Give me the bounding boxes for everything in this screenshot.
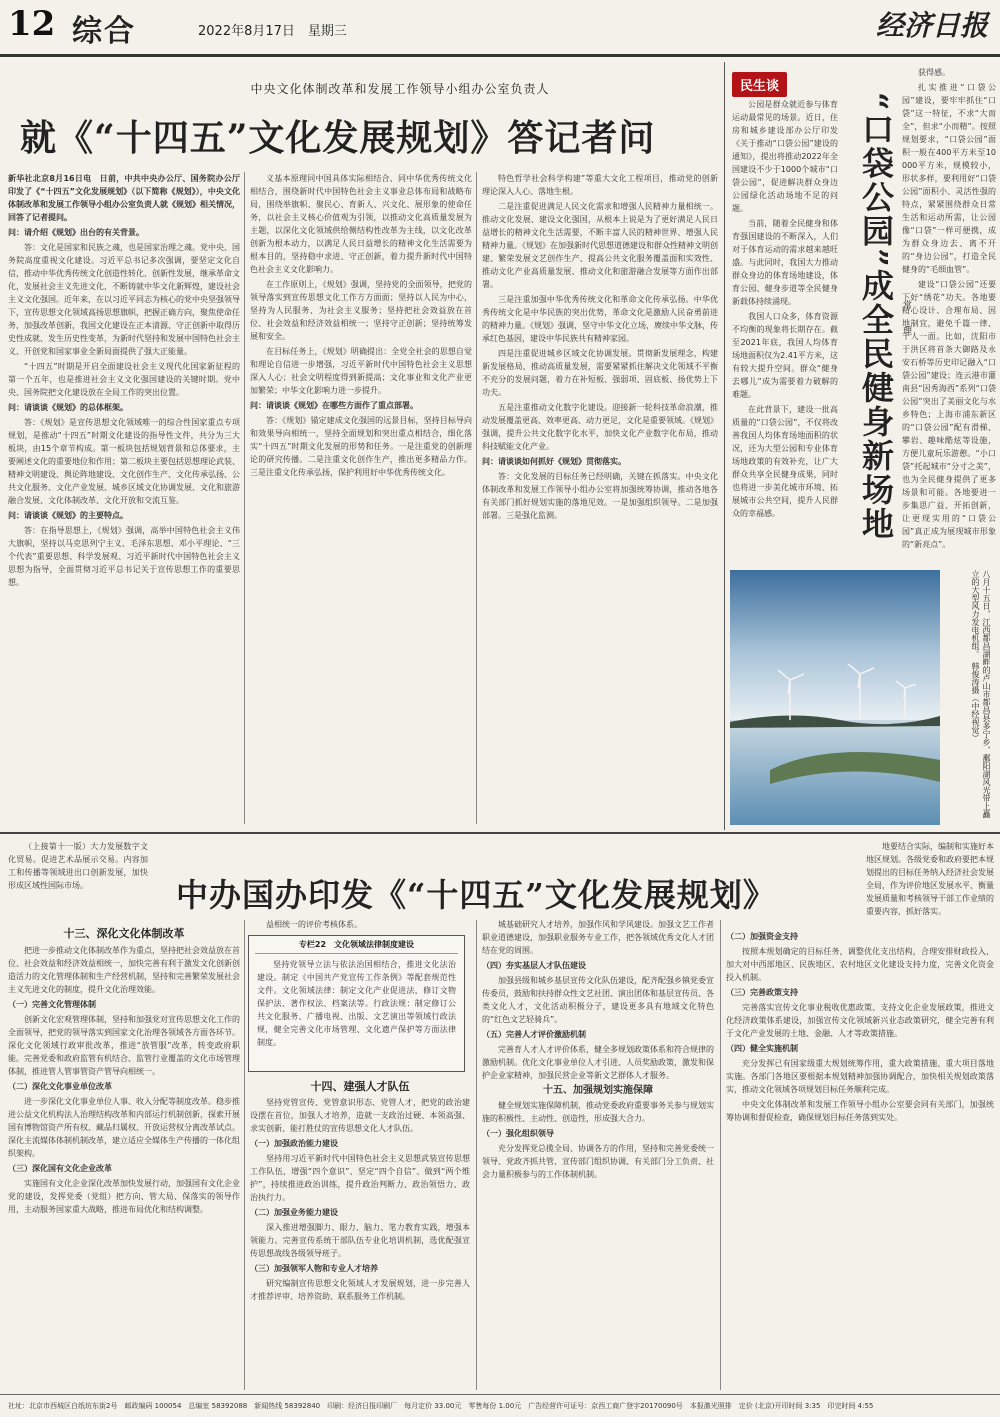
paragraph: 在工作原则上，《规划》强调，坚持党的全面领导，把党的领导落实到宣传思想文化工作方方面面；坚持以人民为中心，坚持为人民服务、为社会主义服务；坚持把社会效益放在首位、社会效益和经济效益相统一；坚持守正创新；坚持统筹发展和安全。	[250, 280, 472, 341]
subheading: （一）强化组织领导	[482, 1129, 554, 1138]
subheading: （二）深化文化事业单位改革	[8, 1082, 112, 1091]
column-divider	[476, 920, 477, 1390]
article2-column-2-lead	[250, 918, 470, 932]
subheading: （一）完善文化管理体制	[8, 1000, 96, 1009]
subheading: （三）完善政策支持	[726, 988, 798, 997]
subheading: （一）加强政治能力建设	[250, 1139, 338, 1148]
section-13-heading: 十三、深化文化体制改革	[63, 927, 185, 940]
question: 问：请谈谈《规划》的主要特点。	[8, 511, 128, 520]
column-divider	[244, 172, 245, 824]
paragraph: 地要结合实际，编制和实施好本地区规划。各级党委和政府要把本规划提出的目标任务纳入经济社会发展全局，作为评价地区发展水平、衡量发展质量和考核领导干部工作业绩的重要内容，抓好落实。	[866, 842, 994, 916]
paragraph: 完善育人才人才评价体系，健全多规划政策体系和符合规律的激励机制。优化文化事业单位人才引进、人员奖励政策，激发和保护企业家精神，加强民营企业等新文艺群体人才服务。	[482, 1045, 714, 1080]
paragraph: 当前，随着全民健身和体育强国建设的不断深入，人们对于体育运动的需求越来越旺盛。与此同时，我国大力推动群众身边的体育场地建设，体育公园、健身步道等全民健身新载体持续涌现。	[732, 219, 838, 306]
article2-headline: 中办国办印发《“十四五”文化发展规划》	[176, 876, 776, 914]
subheading: （四）夯实基层人才队伍建设	[482, 961, 586, 970]
feature-box	[248, 935, 465, 1072]
column-divider	[720, 920, 721, 1390]
paragraph: “十四五”时期是开启全面建设社会主义现代化国家新征程的第一个五年，也是推进社会主义文化强国建设的关键时期。党中央、国务院把文化建设放在全局工作的突出位置。	[8, 362, 240, 397]
paragraph: 创新文化宏观管理体制，坚持和加强党对宣传思想文化工作的全面领导，把党的领导落实到国家文化治理各领域各方面各环节。深化文化领域行政审批改革，推进“放管服”改革，转变政府职能。完善党委和政府监管有机结合、监管行业覆盖的文化市场管理体制，推进管人管事管资产管导向相统一。	[8, 1015, 240, 1076]
article1-headline: 就《“十四五”文化发展规划》答记者问	[20, 117, 656, 159]
feature-box-body	[249, 954, 464, 1072]
paragraph: 在此背景下，建设一批高质量的“口袋公园”，不仅将改善我国人均体育场地面积的状况，还为大型公园和专业体育场地政策的有效补充，让广大群众共享全民健身成果，同时也将进一步美化城市环境、拓展城市公共空间，提升人民群众的幸福感。	[732, 405, 838, 518]
paragraph: 扎实推进“口袋公园”建设，要牢牢抓住“口袋”这一特征，不求“大而全”，但求“小而精”。按照规划要求，“口袋公园”面积一般在400平方米至10000平方米，规模较小，形状多样，要利用好“口袋公园”面积小、灵活性强的特点，紧紧围绕群众日常生活和运动所需，让公园像“口袋”一样可便携，成为群众身边去、离不开的“身边公园”，打造全民健身的“毛细血管”。	[902, 83, 996, 274]
article2-column-2	[250, 1096, 470, 1390]
section-14-heading: 十四、建强人才队伍	[310, 1080, 410, 1093]
paragraph: 实施国有文化企业深化改革加快发展行动，加强国有文化企业党的建设，发挥党委（党组）把方向、管大局、保落实的领导作用，主动服务国家重大战略，推进布局优化和结构调整。	[8, 1179, 240, 1214]
section-divider	[0, 832, 1000, 834]
paragraph: 获得感。	[918, 68, 950, 77]
article2-column-3	[482, 918, 714, 1390]
article2-column-4	[726, 930, 994, 1390]
column-divider	[476, 172, 477, 824]
footer-imprint: 社址：北京市西城区白纸坊东街2号 邮政编码 100054 总编室 58392088 新闻热线 58392840 印刷：经济日报印刷厂 每月定价 33.00元 零售每份 1.00元 广告经营许可证号：京西工商广登字20170090号 本报激光照排 定价 (北京)开印时间 3:35 印完时间 4:55	[8, 1402, 874, 1410]
paragraph: 按照本规划确定的目标任务，调整优化支出结构，合理安排财政投入，加大对中西部地区、民族地区、农村地区文化建设支持力度，完善文化资金投入机制。	[726, 947, 994, 982]
subheading: （二）加强业务能力建设	[250, 1208, 338, 1217]
paragraph: 充分发挥党总揽全局、协调各方的作用，坚持和完善党委统一领导、党政齐抓共管、宣传部门组织协调、有关部门分工负责、社会力量积极参与的工作体制机制。	[482, 1144, 714, 1179]
footer-rule	[0, 1394, 1000, 1395]
photo-caption: 八月十五日，江西都昌湖畔的卢山市都昌县多宁乡，鄱阳湖风光带上矗立的大型风力发电机组。 韩俊涛摄（中经视觉）	[971, 570, 991, 818]
question: 问：请谈谈《规划》在哪些方面作了重点部署。	[250, 401, 418, 410]
paragraph: 答：《规划》锚定建成文化强国的远景目标，坚持目标导向和效果导向相统一，坚持全面规划和突出重点相结合，细化落实“十四五”时期文化发展的形势和任务。一是注重党的创新理论的研究传播。二是注重文化创作生产，推出更多精品力作。三是注重文化传承弘扬，保护利用好中华优秀传统文化。	[250, 416, 472, 477]
question: 问：请谈谈《规划》的总体框架。	[8, 403, 128, 412]
subheading: （五）完善人才评价激励机制	[482, 1030, 586, 1039]
masthead	[0, 0, 1000, 56]
paragraph: 答：文化发展的目标任务已经明确，关键在抓落实。中央文化体制改革和发展工作领导小组办公室将加强统筹协调，推动各地各有关部门抓好规划实施的落地见效。一是加强组织领导。二是加强部署。三是强化监测。	[482, 472, 718, 520]
subheading: （三）深化国有文化企业改革	[8, 1164, 112, 1173]
paragraph: 公园是群众就近参与体育运动最常见的场景。近日，住房和城乡建设部办公厅印发《关于推动“口袋公园”建设的通知》，提出将推动2022年全国建设不少于1000个城市“口袋公园”，促进解决群众身边公园绿化活动场地不足的问题。	[732, 100, 838, 213]
paragraph: 四是注重促进城乡区域文化协调发展。贯彻新发展理念，构建新发展格局，推动高质量发展，需要紧紧抓住解决文化领域不平衡不充分的发展问题，着力在补短板、强弱项、固底板、扬优势上下功夫。	[482, 349, 718, 397]
photo-illustration	[730, 570, 940, 825]
article2-column-1	[8, 944, 240, 1390]
paragraph: 研究编制宣传思想文化领域人才发展规划，进一步完善人才推荐评审、培养资助、联系服务工作机制。	[250, 1279, 470, 1301]
paragraph: 答：在指导思想上，《规划》强调，高举中国特色社会主义伟大旗帜，坚持以马克思列宁主义、毛泽东思想、邓小平理论、“三个代表”重要思想、科学发展观、习近平新时代中国特色社会主义思想为指导，全面贯彻习近平总书记关于宣传思想工作的重要思想。	[8, 526, 240, 587]
paragraph: 二是注重促进满足人民文化需求和增强人民精神力量相统一。推动文化发展、建设文化强国，从根本上说是为了更好满足人民日益增长的精神文化生活需要，不断丰富人民的精神世界、增强人民精神力量。《规划》在加强新时代思想道德建设和群众性精神文明创建、繁荣发展文艺创作生产、提高公共文化服务覆盖面和实效性、推动文化产业高质量发展、推动文化和旅游融合发展等方面作出部署。	[482, 202, 718, 289]
sidebar-column-1	[732, 98, 838, 548]
column-divider	[244, 920, 245, 1390]
article2-right-top	[866, 840, 994, 928]
sidebar-author: 常 理	[901, 300, 911, 339]
subheading: （四）健全实施机制	[726, 1044, 798, 1053]
paragraph: 义基本原理同中国具体实际相结合、同中华优秀传统文化相结合，围绕新时代中国特色社会主义事业总体布局和战略布局，围绕举旗帜、聚民心、育新人、兴文化、展形象的使命任务，以社会主义核心价值观为引领，以推动文化高质量发展为主题，以深化文化领域供给侧结构性改革为主线，以文化改革创新为根本动力，以满足人民日益增长的精神文化生活需要为根本目的，坚持稳中求进、守正创新，着力提升新时代中国特色社会主义文化影响力。	[250, 174, 472, 274]
paragraph: 中央文化体制改革和发展工作领导小组办公室要会同有关部门，加强统筹协调和督促检查，确保规划目标任务落到实处。	[726, 1100, 994, 1122]
question: 问：请谈谈如何抓好《规划》贯彻落实。	[482, 457, 626, 466]
subheading: （三）加强领军人物和专业人才培养	[250, 1264, 378, 1273]
page-number: 12	[8, 4, 56, 44]
article1-column-1	[8, 172, 240, 824]
paragraph: 把进一步推动文化体制改革作为重点，坚持把社会效益放在首位、社会效益和经济效益相统一，加快完善有利于激发文化创新创造活力的文化管理体制和生产经营机制，坚持和完善繁荣发展社会主义先进文化的制度，提升文化治理效能。	[8, 946, 240, 994]
paragraph: 坚持党领导立法与依法治国相结合，推进文化法治建设。制定《中国共产党宣传工作条例》等配套规范性文件。文化领域法律：制定文化产业促进法，修订文物保护法、著作权法、档案法等。行政法规：制定修订公共文化服务、广播电视、出版、文艺演出等领域行政法规，健全完善文化市场管理、文化遗产保护等方面法律制度。	[257, 960, 456, 1047]
paragraph: 益相统一的评价考核体系。	[266, 920, 362, 929]
paragraph: 充分发挥已有国家级重大规划统筹作用，重大政策措施、重大项目落地实施。各部门各地区要根据本规划精神加强协调配合，加快相关规划政策落实，推动文化领域各项规划目标任务顺利完成。	[726, 1059, 994, 1094]
paragraph: 建设“口袋公园”还要下好“绣花”功夫。各地要精心设计、合理布局、因地制宜，避免千篇一律、千人一面。比如，沈阳市于洪区将首条大御路及永安石桥等历史印记融入“口袋公园”建设；连云港市灌南县“因秀海西”系列“口袋公园”突出了美丽文化与水乡特色；上海市浦东新区的“口袋公园”配有滑梯、攀岩、趣味酷炫等设施，方便儿童玩乐游憩。“小口袋”托起城市“分寸之美”，也为全民健身提供了更多场景和可能。各地要进一步集思广益、开拓创新，让更现实用的“口袋公园”真正成为展现城市形象的“新亮点”。	[902, 280, 996, 549]
paragraph: 我国人口众多，体育资源不均衡的现象将长期存在。截至2021年底，我国人均体育场地面积仅为2.41平方米，这有较大提升空间。群众“健身去哪儿”成为需要着力破解的难题。	[732, 312, 838, 399]
sidebar-column-2	[902, 66, 996, 556]
paragraph: 完善落实宣传文化事业税收优惠政策、支持文化企业发展政策，推进文化经济政策体系建设，加强宣传文化领域新兴业态政策研究，健全完善有利于文化产业发展的土地、金融、人才等政策措施。	[726, 1003, 994, 1038]
section-title: 综合	[72, 14, 136, 49]
paragraph: 坚持党管宣传、党管意识形态、党管人才，把党的政治建设摆在首位，加强人才培养，造就一支政治过硬、本领高强、求实创新、能打胜仗的宣传思想文化人才队伍。	[250, 1098, 470, 1133]
paragraph: 新华社北京8月16日电 日前，中共中央办公厅、国务院办公厅印发了《“十四五”文化发展规划》（以下简称《规划》），中央文化体制改革和发展工作领导小组办公室负责人就《规划》相关情况，回答了记者提问。	[8, 174, 240, 222]
paragraph: 进一步深化文化事业单位人事、收入分配等制度改革。稳步推进公益文化机构法人治理结构改革和内部运行机制创新，探索开展国有博物馆资产所有权、藏品归属权、开放运营权分离改革试点。深化主流媒体体制机制改革，建立适应全媒体生产传播的一体化组织架构。	[8, 1097, 240, 1158]
feature-box-title: 专栏22 文化领域法律制度建设	[255, 936, 458, 954]
newspaper-logo: 经济日报	[875, 9, 988, 42]
paragraph: 五是注重推动文化数字化建设。迎接新一轮科技革命浪潮，推动发展覆盖更高、效率更高、动力更足，文化是重要领域。《规划》强调，提升公共文化数字化水平，加快文化产业数字化布局，推动科技赋能文化产业。	[482, 403, 718, 451]
sidebar-headline: “口袋公园”成全民健身新场地	[857, 92, 895, 541]
paragraph: 坚持用习近平新时代中国特色社会主义思想武装宣传思想工作队伍，增强“四个意识”、坚定“四个自信”、做到“两个维护”，持续推进政治训练，提升政治判断力、政治领悟力、政治执行力。	[250, 1154, 470, 1202]
masthead-rule	[0, 54, 1000, 57]
paragraph: 答：《规划》是宣传思想文化领域唯一的综合性国家重点专项规划，是推动“十四五”时期文化建设的指导性文件，共分为三大板块，由15个章节构成。第一板块包括规划背景和总体要求，主要阐述文化的重要地位和作用；第二板块主要包括思想理论武装、精神文明建设、舆论阵地建设、文化创作生产、文化传承弘扬、公共文化服务、文化产业发展、城乡区域文化协调发展、文化和旅游融合发展、文化体制改革、文化开放和交流互鉴。	[8, 418, 240, 505]
paragraph: 加强县级和城乡基层宣传文化队伍建设，配齐配强乡镇党委宣传委员，鼓励和扶持群众性文艺社团、演出团体和基层宣传员、各类文化人才，文化活动积极分子，建设更多具有地域文化特色的“红色文艺轻骑兵”。	[482, 976, 714, 1024]
section-15-heading: 十五、加强规划实施保障	[543, 1085, 653, 1096]
paragraph: 深入推进增强脚力、眼力、脑力、笔力教育实践，增强本领能力。完善宣传系统干部队伍专业化培训机制，选优配强宣传思想战线各级领导班子。	[250, 1223, 470, 1258]
question: 问：请介绍《规划》出台的有关背景。	[8, 228, 144, 237]
paragraph: 城基础研究人才培养，加强作风和学风建设。加强文艺工作者职业道德建设，加强职业服务专业工作，把各领域优秀文化人才团结在党的周围。	[482, 920, 714, 955]
article2-continued	[8, 840, 148, 916]
column-tag: 民生谈	[732, 72, 787, 97]
article1-kicker: 中央文化体制改革和发展工作领导小组办公室负责人	[250, 82, 550, 96]
paragraph: （上接第十一版）大力发展数字文化贸易。促进艺术品展示交易。内容加工和传播等领域进出口创新发展，加快形成区域性国际市场。	[8, 842, 148, 890]
article1-column-2	[250, 172, 472, 824]
paragraph: 特色哲学社会科学构建”等重大文化工程项目，推动党的创新理论深入人心、落地生根。	[482, 174, 718, 196]
subheading: （二）加强资金支持	[726, 932, 798, 941]
paragraph: 三是注重加强中华优秀传统文化和革命文化传承弘扬。中华优秀传统文化是中华民族的突出优势，革命文化是激励人民奋勇前进的精神力量。《规划》强调，坚守中华文化立场，赓续中华文脉，传承红色基因，建设中华民族共有精神家园。	[482, 295, 718, 343]
sidebar-divider	[724, 62, 725, 830]
paragraph: 在目标任务上，《规划》明确提出：全党全社会的思想自觉和理论自信进一步增强，习近平新时代中国特色社会主义思想深入人心；社会文明程度得到新提高；文化事业和文化产业更加繁荣；中华文化影响力进一步提升。	[250, 347, 472, 395]
news-photo	[730, 570, 940, 825]
paragraph: 健全规划实施保障机制，推动党委政府重要事务关参与规划实施的积极性、主动性、创造性，形成强大合力。	[482, 1101, 714, 1123]
paragraph: 答：文化是国家和民族之魂，也是国家治理之魂。党中央、国务院高度重视文化建设。习近平总书记多次强调，要坚定文化自信，推动中华优秀传统文化创造性转化、创新性发展，继承革命文化，发展社会主义先进文化，不断铸就中华文化新辉煌，建设社会主义文化强国。近年来，在以习近平同志为核心的党中央坚强领导下，宣传思想文化领域高扬思想旗帜，把握正确方向，聚焦使命任务，加强改革创新，我国文化建设在正本清源、守正创新中取得历史性成就、发生历史性变革，为新时代坚持和发展中国特色社会主义、开创党和国家事业全新局面提供了强大正能量。	[8, 243, 240, 356]
article1-column-3	[482, 172, 718, 824]
issue-date: 2022年8月17日 星期三	[198, 24, 347, 39]
